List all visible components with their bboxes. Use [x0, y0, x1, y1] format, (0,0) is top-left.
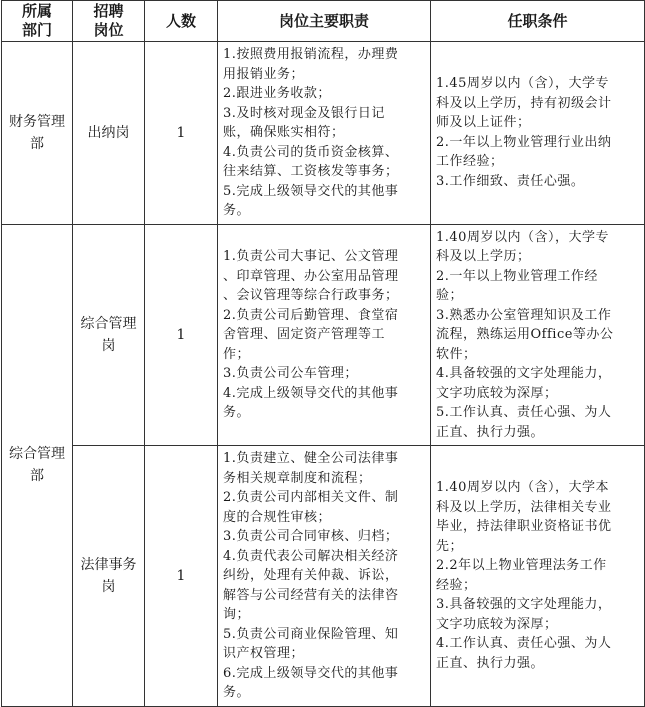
header-position: 招聘 岗位 [73, 1, 145, 42]
requirements-cell: 1.40周岁以内（含），大学专 科及以上学历； 2.一年以上物业管理工作经 验； 3.熟悉办公室管理知识及工作 流程，熟练运用Office等办公 软件； 4.具备较强的文字处理能力， 文字功底较为深厚； 5.工作认真、责任心强、为人 正直、执行力强。 [431, 224, 645, 446]
position-cell: 法律事务 岗 [73, 446, 145, 707]
header-requirements: 任职条件 [431, 1, 645, 42]
table-row [2, 446, 645, 707]
duties-cell: 1.按照费用报销流程，办理费 用报销业务； 2.跟进业务收款； 3.及时核对现金及银行日记 账，确保账实相符； 4.负责公司的货币资金核算、 往来结算、工资核发等事务； 5.完成上级领导交代的其他事 务。 [218, 42, 431, 225]
table-row [2, 224, 645, 446]
position-cell: 综合管理 岗 [73, 224, 145, 446]
requirements-cell: 1.45周岁以内（含），大学专 科及以上学历，持有初级会计 师及以上证件； 2.一年以上物业管理行业出纳 工作经验； 3.工作细致、责任心强。 [431, 42, 645, 225]
duties-cell: 1.负责建立、健全公司法律事 务相关规章制度和流程； 2.负责公司内部相关文件、制 度的合规性审核； 3.负责公司合同审核、归档； 4.负责代表公司解决相关经济 纠纷，处理有关仲裁、诉讼， 解答与公司经营有关的法律咨 询； 5.负责公司商业保险管理、知 识产权管理； 6.完成上级领导交代的其他事 务。 [218, 446, 431, 707]
table-row [2, 42, 645, 225]
duties-cell: 1.负责公司大事记、公文管理 、印章管理、办公室用品管理 、会议管理等综合行政事务； 2.负责公司后勤管理、食堂宿 舍管理、固定资产管理等工 作； 3.负责公司公车管理； 4.完成上级领导交代的其他事 务。 [218, 224, 431, 446]
department-cell: 综合管理 部 [2, 224, 73, 706]
header-count: 人数 [145, 1, 218, 42]
count-cell: 1 [145, 446, 218, 707]
header-department: 所属 部门 [2, 1, 73, 42]
header-duties: 岗位主要职责 [218, 1, 431, 42]
recruitment-table [1, 0, 645, 707]
header-row [2, 1, 645, 42]
count-cell: 1 [145, 42, 218, 225]
department-cell: 财务管理 部 [2, 42, 73, 225]
requirements-cell: 1.40周岁以内（含），大学本 科及以上学历，法律相关专业 毕业，持法律职业资格证书优 先； 2.2年以上物业管理法务工作 经验； 3.具备较强的文字处理能力， 文字功底较为深厚； 4.工作认真、责任心强、为人 正直、执行力强。 [431, 446, 645, 707]
position-cell: 出纳岗 [73, 42, 145, 225]
count-cell: 1 [145, 224, 218, 446]
